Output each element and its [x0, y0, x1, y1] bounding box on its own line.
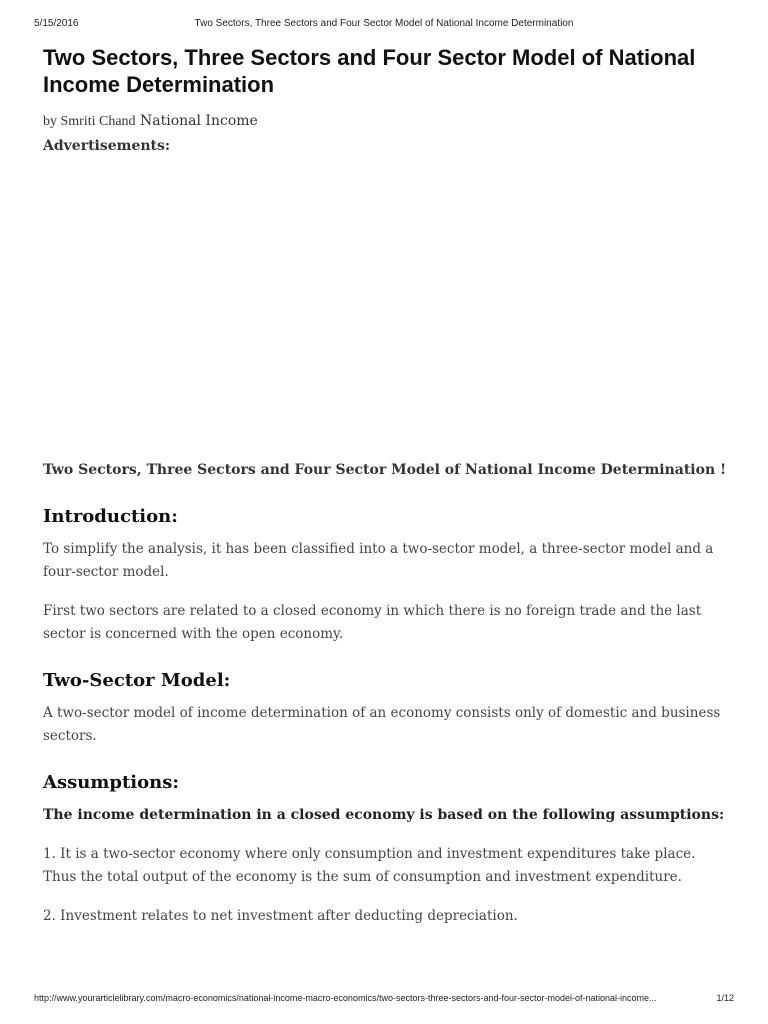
intro-paragraph-1: To simplify the analysis, it has been classified into a two-sector model, a three-sector model and a four-sector model.: [43, 541, 714, 580]
heading-two-sector-model: Two-Sector Model:: [43, 670, 231, 691]
heading-introduction: Introduction:: [43, 506, 178, 527]
article: [43, 44, 728, 928]
heading-assumptions: Assumptions:: [43, 772, 179, 793]
byline-category-link[interactable]: National Income: [140, 113, 258, 129]
assumption-1: 1. It is a two-sector economy where only consumption and investment expenditures take place. Thus the total output of the economy is the sum of consumption and investment expenditure.: [43, 846, 696, 885]
print-doc-title: Two Sectors, Three Sectors and Four Sector Model of National Income Determination: [194, 18, 574, 29]
byline-author: by Smriti Chand: [43, 114, 136, 129]
article-title: Two Sectors, Three Sectors and Four Sector Model of National Income Determination: [43, 45, 696, 97]
intro-paragraph-2: First two sectors are related to a closed economy in which there is no foreign trade and the last sector is concerned with the open economy.: [43, 603, 702, 642]
article-subtitle: Two Sectors, Three Sectors and Four Sector Model of National Income Determination !: [43, 462, 727, 478]
print-url: http://www.yourarticlelibrary.com/macro-economics/national-income-macro-economics/two-sectors-three-sectors-and-four-sector-model-of-national-income...: [34, 993, 657, 1003]
two-sector-paragraph: A two-sector model of income determination of an economy consists only of domestic and business sectors.: [43, 705, 721, 744]
ad-placeholder: [43, 154, 728, 459]
print-header: [34, 18, 734, 32]
print-page-number: 1/12: [716, 993, 734, 1003]
byline: [43, 113, 728, 130]
advertisements-label: Advertisements:: [43, 138, 171, 154]
assumption-2: 2. Investment relates to net investment after deducting depreciation.: [43, 908, 518, 924]
print-footer: [34, 993, 734, 1007]
print-date: 5/15/2016: [34, 18, 79, 29]
assumptions-lead: The income determination in a closed economy is based on the following assumptions:: [43, 807, 725, 823]
